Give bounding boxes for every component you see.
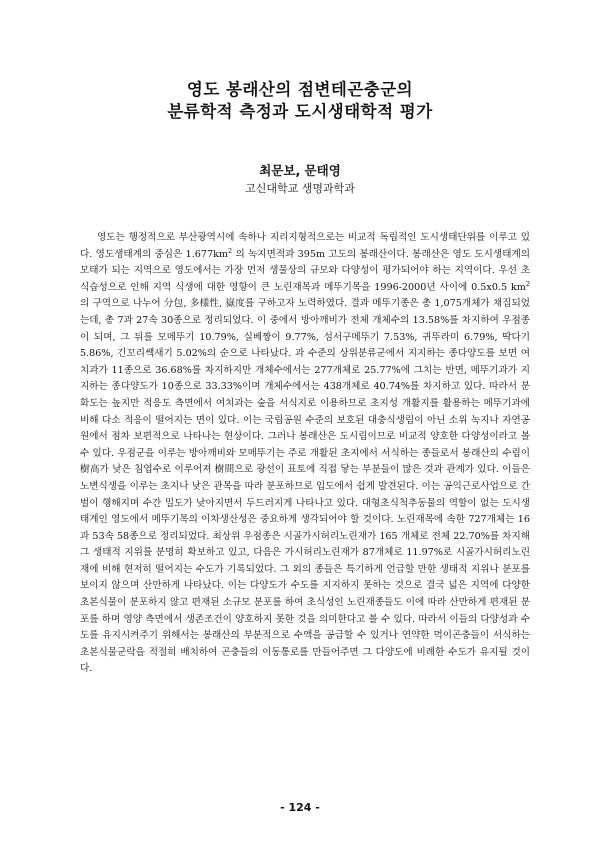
abstract-text-part-3: 의 구역으로 나누어 分包, 多樣性, 嶽度를 구하고자 노력하였다. 결과 메뚜기종은 총 1,075개체가 채집되었는데, 총 7과 27속 30종으로 정리되었다. 이 중에서 방아깨비가 전체 개체수의 13.58%를 차지하여 우점종이 되며, 그 뒤를 모메뚜기 10.79%, 실베짱이 9.77%, 섬서구메뚜기 7.53%, 귀뚜라미 6.79%, 딱다기 5.86%, 긴꼬리쌕새기 5.02%의 순으로 나타났다. 과 수준의 상위분류군에서 지지하는 종다양도를 보면 여치과가 11종으로 36.68%를 차지하지만 개체수에서는 277개체로 25.77%에 그치는 반면, 메뚜기과가 지지하는 종다양도가 10종으로 33.33%이며 개체수에서는 438개체로 40.74%를 차지하고 있다. 따라서 분화도는 높지만 적응도 측면에서 여치과는 숲을 서식지로 이용하므로 초지성 개활지를 활용하는 메뚜기과에 비해 다소 적응이 떨어지는 면이 있다. 이는 국립공원 수준의 보호된 대충식생림이 아닌 소위 녹지나 자연공원에서 점차 보편적으로 나타나는 현상이다. 그러나 봉래산은 도시림이므로 비교적 양호한 다양성이라고 볼 수 있다. 우점군을 이루는 방아깨비와 모메뚜기는 주로 개활된 초지에서 서식하는 종들로서 봉래산의 수림이 樹高가 낮은 침엽수로 이루어져 樹間으로 광선이 표토에 직접 닿는 부분들이 많은 것과 관계가 있다. 이들은 노변식생을 이루는 초지나 낮은 관목을 따라 분포하므로 입도에서 쉽게 발견된다. 이는 공익근로사업으로 간벌이 행해지며 수간 밀도가 낮아지면서 두드러지게 나타나고 있다. 대형초식척추동물의 역할이 없는 도시생태계인 영도에서 메뚜기목의 이차생산성은 중요하게 생각되어야 할 것이다. 노린재목에 속한 727개체는 16과 53속 58종으로 정리되었다. 최상위 우점종은 시골가시허리노린재가 165 개체로 전체 22.70%를 차지해 그 생태적 지위를 분명히 확보하고 있고, 다음은 가시허리노린재가 87개체로 11.97%로 시골가시허리노린재에 비해 현저히 떨어지는 수도가 기록되었다. 그 외의 종들은 특기하게 언급할 만한 생태적 지위나 분포를 보이지 않으며 산만하게 나타났다. 이는 다양도가 수도를 지지하지 못하는 것으로 결국 넓은 지역에 다양한 초본식물이 분포하지 않고 편재된 소규모 분포를 하여 초식성인 노린재종들도 이에 따라 산만하게 편재된 분포를 하며 영양 측면에서 생존조건이 양호하지 못한 것을 의미한다고 볼 수 있다. 따라서 이들의 다양성과 수도를 유지시켜주기 위해서는 봉래산의 부분적으로 수액을 공급할 수 있거나 연약한 먹이곤충들이 서식하는 초본식물군락을 적절히 배치하여 곤충들의 이동통로를 만들어주면 그 다양도에 비례한 수도가 유지될 것이다.: [80, 298, 530, 675]
abstract-body: [80, 230, 530, 678]
author-list: 최문보, 문태영: [259, 163, 341, 178]
page-number: - 124 -: [280, 801, 320, 814]
paper-title-line-2: 분류학적 측정과 도시생태학적 평가: [167, 102, 433, 121]
superscript-2: 2: [228, 246, 233, 255]
abstract-text-part-1: 영도는 행정적으로 부산광역시에 속하나 지리지형적으로는 비교적 독립적인 도시생태단위를 이루고 있다. 영도생태계의 중심은 1.677km: [80, 232, 530, 260]
abstract-text-part-2: 의 녹지면적과 395m 고도의 봉래산이다. 봉래산은 영도 도시생태계의 모태가 되는 지역으로 영도에서는 가장 먼저 생물상의 규모와 다양성이 평가되어야 하는 지역이다. 우선 초식습성으로 인해 지역 식생에 대한 영향이 큰 노린재목과 메뚜기목을 1996-2000년 사이에 0.5x0.5 km: [80, 248, 531, 293]
superscript-2: 2: [525, 279, 530, 288]
author-affiliation: 고신대학교 생명과학과: [245, 182, 355, 195]
paper-title-line-1: 영도 봉래산의 점변테곤충군의: [186, 80, 414, 99]
